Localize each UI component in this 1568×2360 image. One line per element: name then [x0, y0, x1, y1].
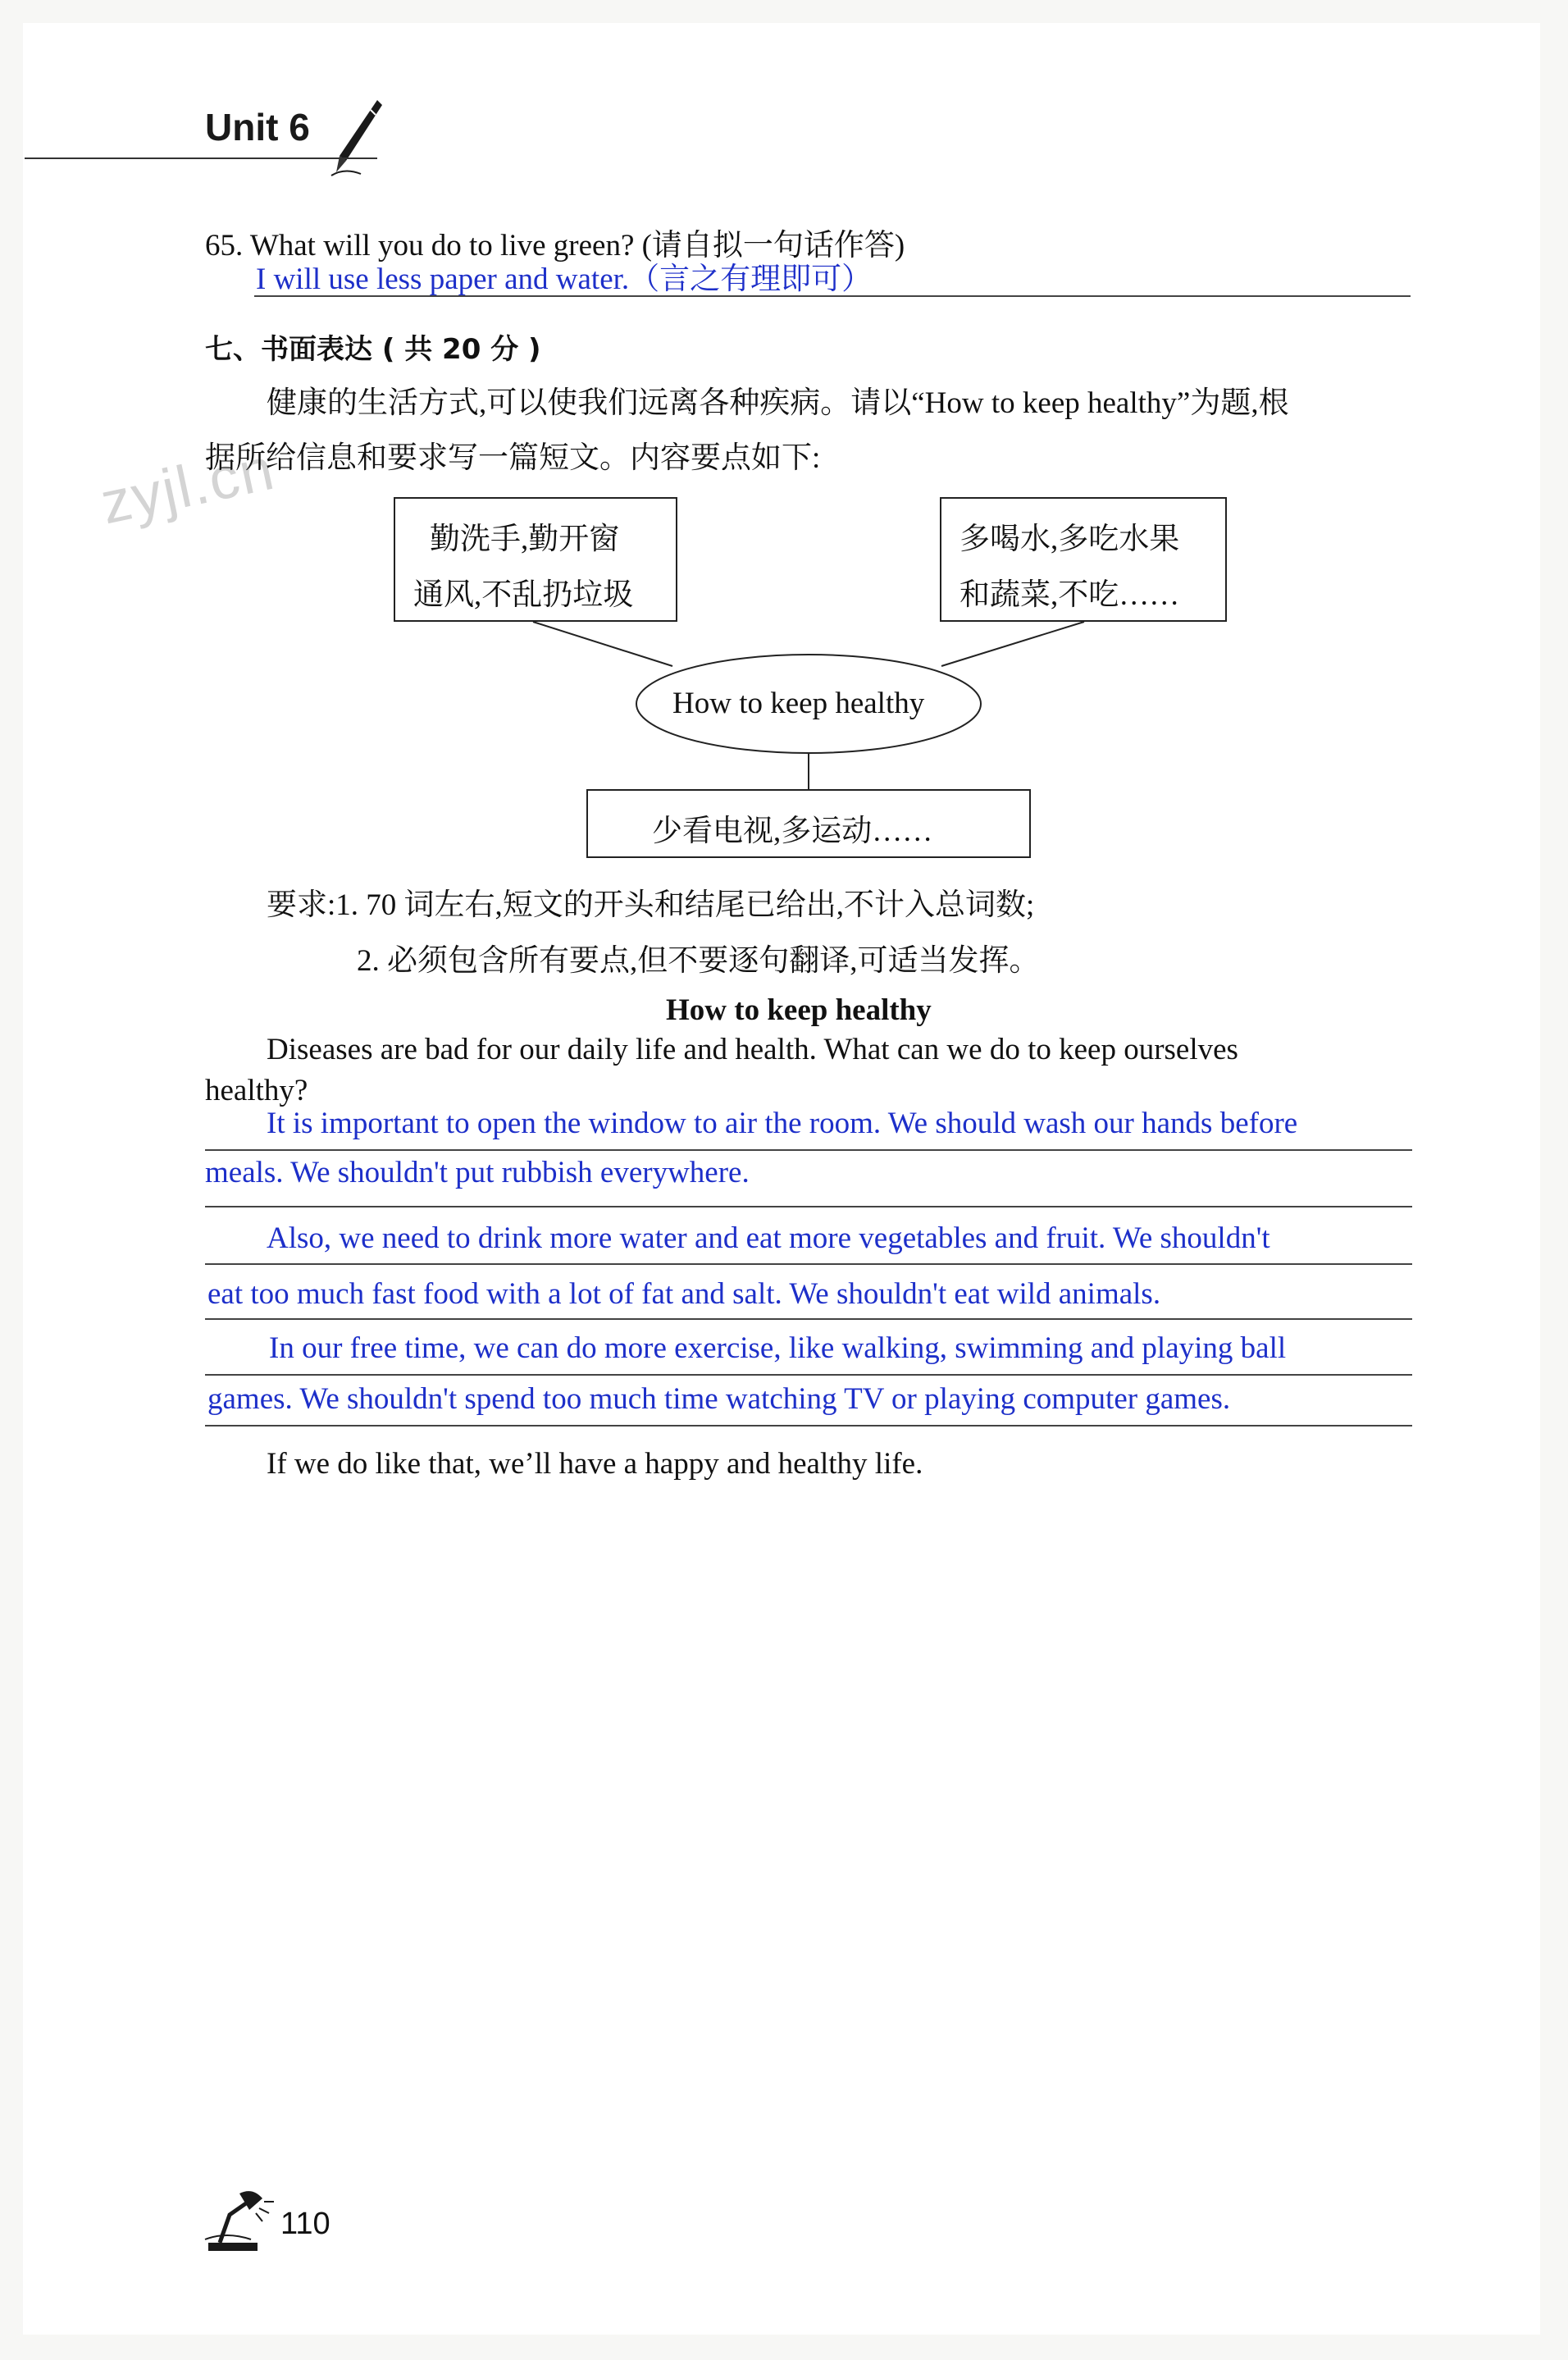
mindmap-box-bottom — [586, 789, 1031, 858]
essay-opening-line-1: Diseases are bad for our daily life and health. What can we do to keep ourselves — [267, 1033, 1238, 1066]
answer-line — [205, 1206, 1412, 1207]
page-number: 110 — [280, 2207, 330, 2241]
mindmap-box-bottom-text: 少看电视,多运动…… — [652, 815, 933, 848]
requirement-2: 2. 必须包含所有要点,但不要逐句翻译,可适当发挥。 — [357, 944, 1040, 978]
mindmap-box-left — [394, 497, 677, 622]
answer-line — [205, 1425, 1412, 1426]
mindmap-box-right-line-2: 和蔬菜,不吃…… — [959, 578, 1180, 612]
section-title: 七、书面表达 ( 共 20 分 ) — [205, 333, 541, 366]
essay-answer-line-2: meals. We shouldn't put rubbish everywhere. — [205, 1156, 750, 1189]
essay-answer-line-4: eat too much fast food with a lot of fat and salt. We shouldn't eat wild animals. — [207, 1277, 1161, 1311]
essay-answer-line-5: In our free time, we can do more exercise, like walking, swimming and playing ball — [269, 1331, 1287, 1365]
question-65-prompt: 65. What will you do to live green? (请自拟一句话作答) — [205, 229, 905, 262]
mindmap-connectors — [0, 0, 1568, 902]
essay-closing: If we do like that, we’ll have a happy and healthy life. — [267, 1447, 923, 1481]
question-65-answer: I will use less paper and water.（言之有理即可） — [256, 262, 873, 296]
mindmap-box-left-line-1: 勤洗手,勤开窗 — [430, 523, 620, 556]
section-intro-line-2: 据所给信息和要求写一篇短文。内容要点如下: — [205, 441, 821, 475]
mindmap-box-right — [940, 497, 1227, 622]
answer-line — [205, 1318, 1412, 1320]
requirement-1: 要求:1. 70 词左右,短文的开头和结尾已给出,不计入总词数; — [267, 888, 1035, 922]
essay-answer-line-6: games. We shouldn't spend too much time watching TV or playing computer games. — [207, 1382, 1231, 1416]
mindmap-box-right-line-1: 多喝水,多吃水果 — [959, 523, 1180, 556]
desk-lamp-icon — [202, 2182, 276, 2256]
mindmap-box-left-line-2: 通风,不乱扔垃圾 — [413, 578, 634, 612]
essay-opening-line-2: healthy? — [205, 1074, 308, 1107]
section-intro-line-1: 健康的生活方式,可以使我们远离各种疾病。请以“How to keep healthy”为题,根 — [267, 386, 1289, 420]
answer-line — [205, 1263, 1412, 1265]
answer-line — [205, 1374, 1412, 1376]
watermark: zyjl.cn — [95, 436, 281, 537]
unit-title: Unit 6 — [205, 106, 310, 148]
essay-answer-line-3: Also, we need to drink more water and eat more vegetables and fruit. We shouldn't — [267, 1221, 1270, 1255]
essay-title: How to keep healthy — [666, 993, 932, 1027]
mindmap-center: How to keep healthy — [672, 687, 925, 720]
answer-line — [205, 1149, 1412, 1151]
essay-answer-line-1: It is important to open the window to air the room. We should wash our hands before — [267, 1107, 1298, 1140]
